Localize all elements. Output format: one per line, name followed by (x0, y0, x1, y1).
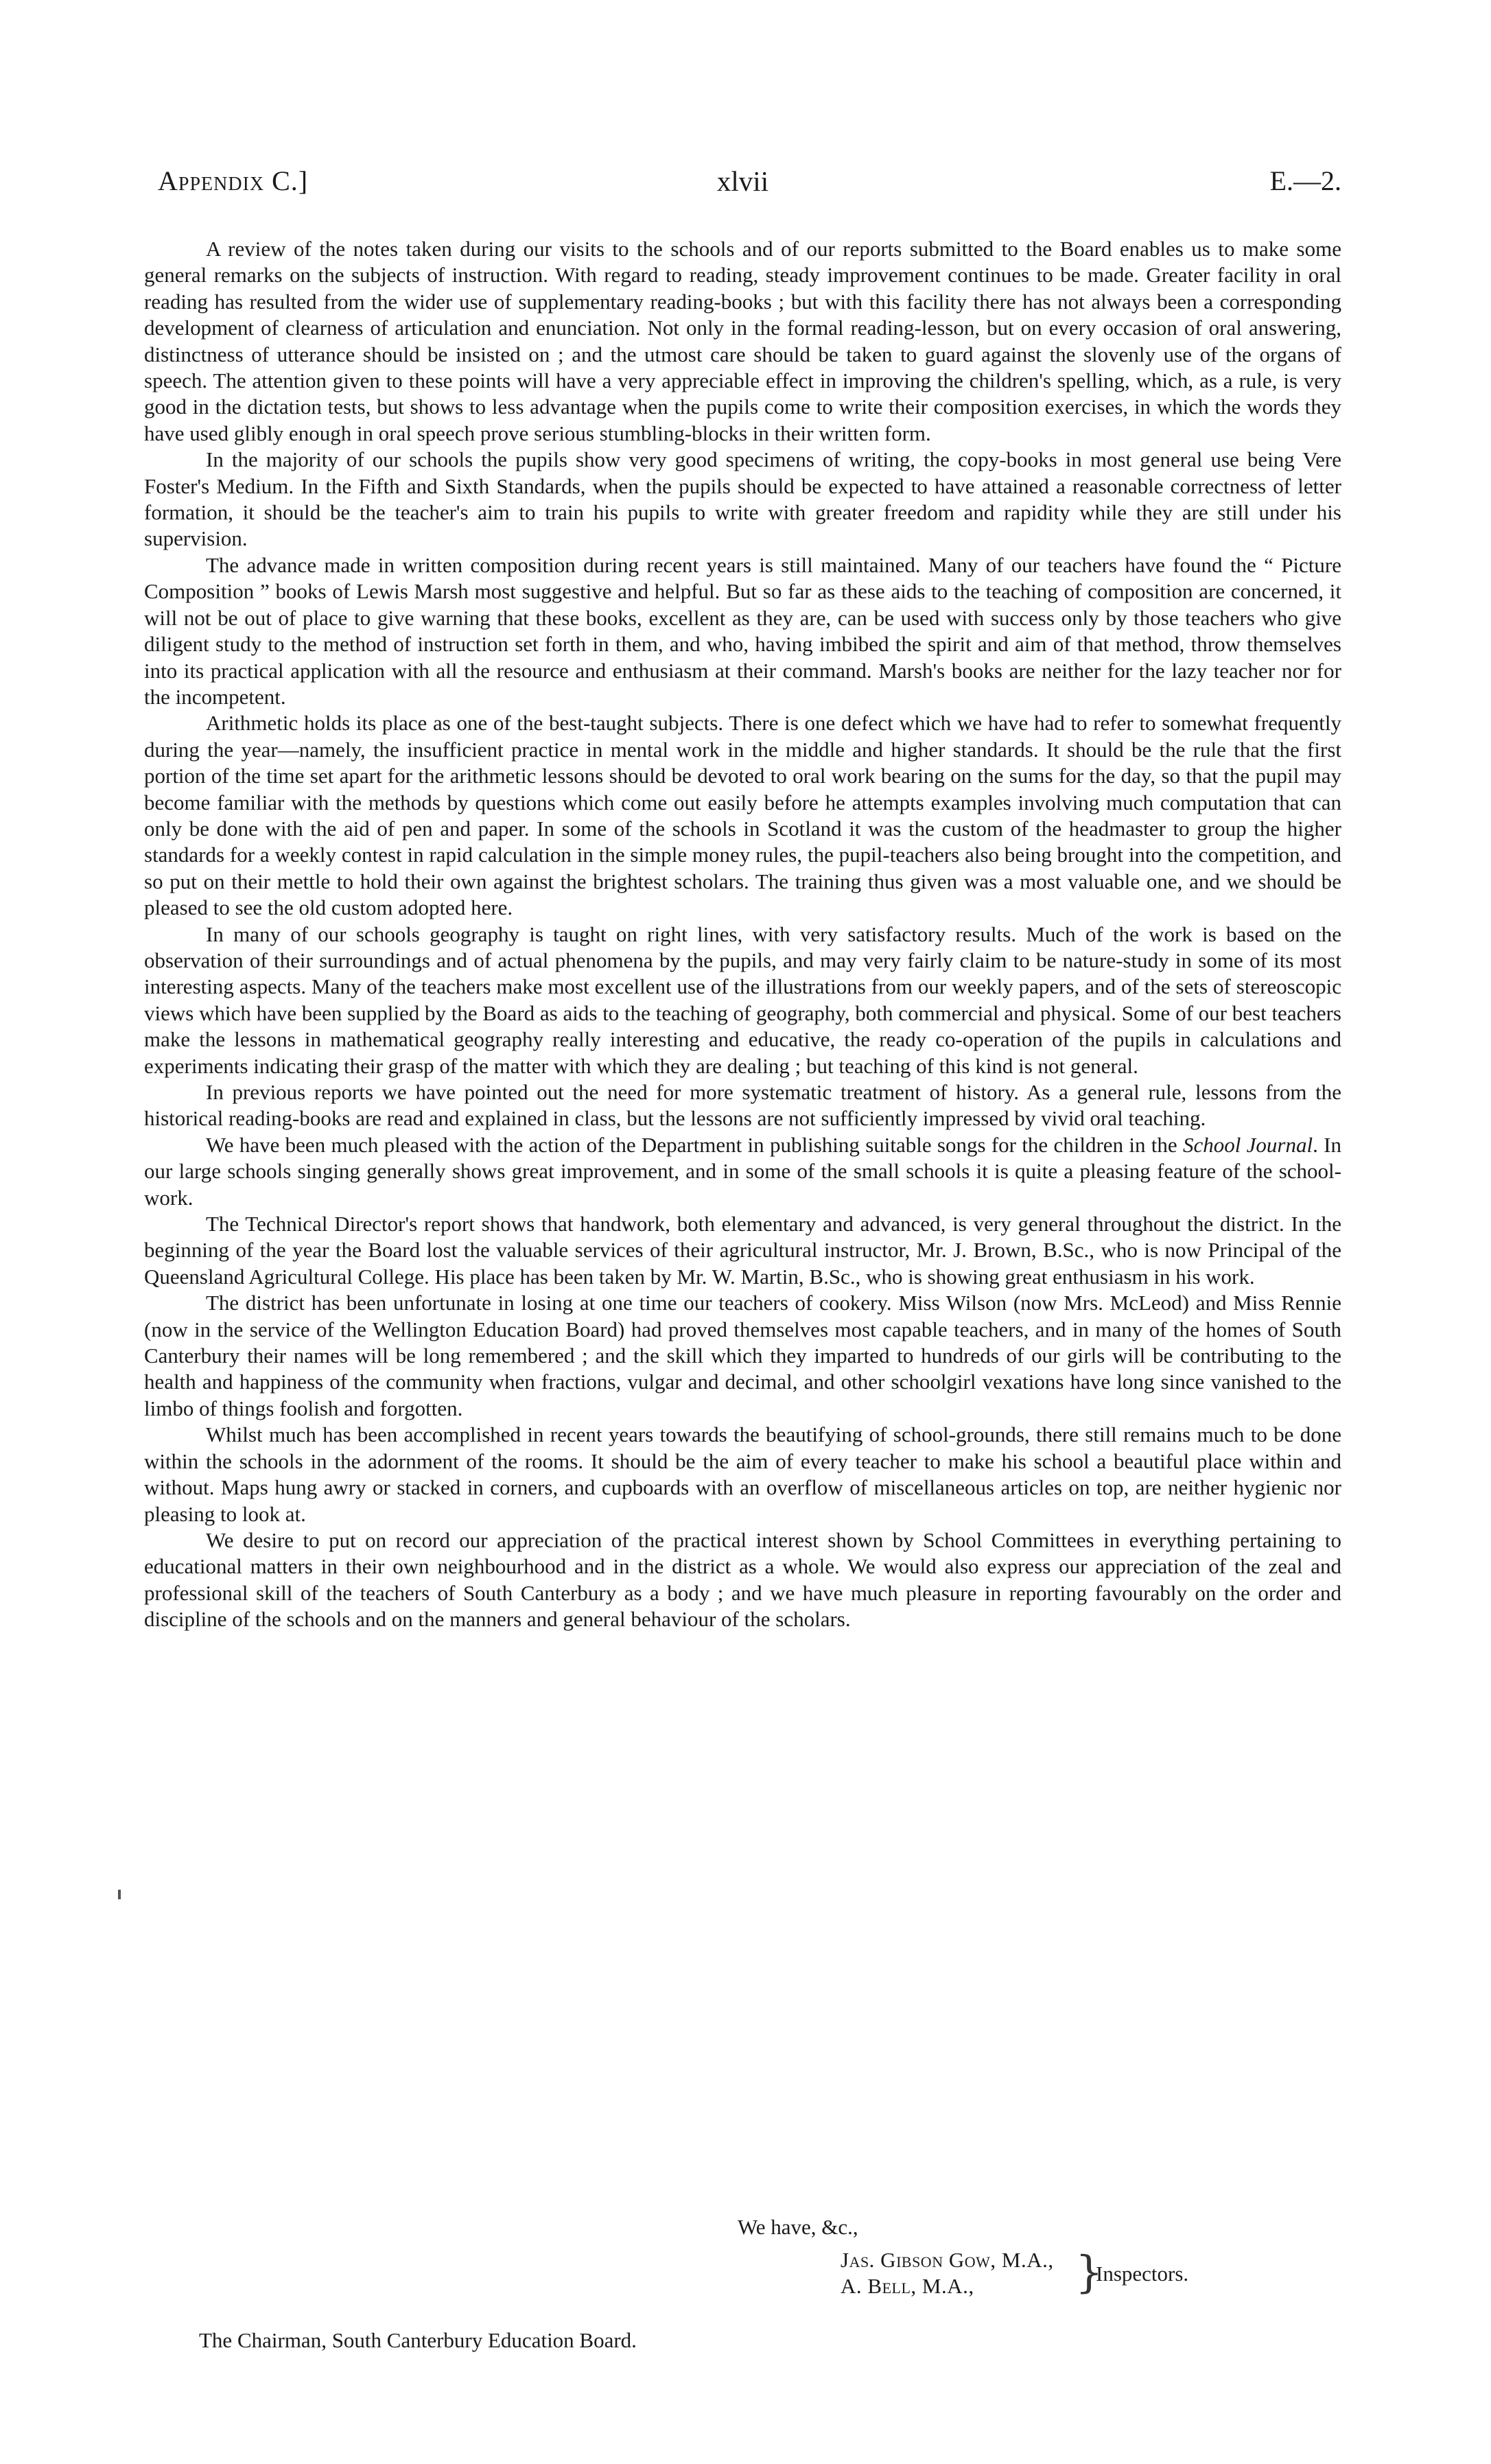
paragraph-appreciation: We desire to put on record our appreciation of the practical interest shown by School Committees in everything pertaining to educational matters in their own neighbourhood and in the district as a whole. We would also express our appreciation of the zeal and professional skill of the teachers of South Canterbury as a body ; and we have much pleasure in reporting favourably on the order and discipline of the schools and on the manners and general behaviour of the scholars. (144, 1527, 1341, 1632)
paragraph-arithmetic: Arithmetic holds its place as one of the best-taught subjects. There is one defect which we have had to refer to somewhat frequently during the year—namely, the insufficient practice in mental work in the middle and higher standards. It should be the rule that the first portion of the time set apart for the arithmetic lessons should be devoted to oral work bearing on the sums for the day, so that the pupil may become familiar with the methods by questions which come out easily before he attempts examples involving much computation that can only be done with the aid of pen and paper. In some of the schools in Scotland it was the custom of the headmaster to group the higher standards for a weekly contest in rapid calculation in the simple money rules, the pupil-teachers also being brought into the competition, and so put on their mettle to hold their own against the brightest scholars. The training thus given was a most valuable one, and we should be pleased to see the old custom adopted here. (144, 711, 1341, 920)
paragraph-cookery: The district has been unfortunate in losing at one time our teachers of cookery. Miss Wilson (now Mrs. McLeod) and Miss Rennie (now in the service of the Wellington Education Board) had proved themselves most capable teachers, and in many of the homes of South Canterbury their names will be long remembered ; and the skill which they imparted to hundreds of our girls will be contributing to the health and happiness of the community when fractions, vulgar and decimal, and other schoolgirl vexations have long since vanished to the limbo of things foolish and forgotten. (144, 1291, 1341, 1420)
paragraph-school-grounds: Whilst much has been accomplished in recent years towards the beautifying of school-grounds, there still remains much to be done within the schools in the adornment of the rooms. It should be the aim of every teacher to make his school a beautiful place within and without. Maps hung awry or stacked in corners, and cupboards with an overflow of miscellaneous articles on top, are neither hygienic nor pleasing to look at. (144, 1422, 1341, 1526)
publication-title: School Journal (1182, 1132, 1313, 1157)
document-reference: E.—2. (1269, 165, 1341, 196)
paragraph-geography: In many of our schools geography is taught on right lines, with very satisfactory results. Much of the work is based on the observation of their surroundings and of actual phenomena by the pupils, and may very fairly claim to be nature-study in some of its most interesting aspects. Many of the teachers make most excellent use of the illustrations from our weekly papers, and of the sets of stereoscopic views which have been supplied by the Board as aids to the teaching of geography, both commercial and physical. Some of our best teachers make the lessons in mathematical geography really interesting and educative, the ready co-operation of the pupils in calculations and experiments indicating their grasp of the matter with which they are dealing ; but teaching of this kind is not general. (144, 922, 1341, 1078)
margin-mark (118, 1890, 121, 1899)
addressee: The Chairman, South Canterbury Education Board. (199, 2328, 637, 2352)
page-number: xlvii (716, 165, 769, 197)
signature-block (841, 2248, 1321, 2310)
paragraph-handwork: The Technical Director's report shows that handwork, both elementary and advanced, is very general throughout the district. In the beginning of the year the Board lost the valuable services of their agricultural instructor, Mr. J. Brown, B.Sc., who is now Principal of the Queensland Agricultural College. His place has been taken by Mr. W. Martin, B.Sc., who is showing great enthusiasm in his work. (144, 1212, 1341, 1289)
report-body (144, 236, 1341, 1633)
paragraph-writing: In the majority of our schools the pupils show very good specimens of writing, the copy-books in most general use being Vere Foster's Medium. In the Fifth and Sixth Standards, when the pupils should be expected to have attained a reasonable correctness of letter formation, it should be the teacher's aim to train his pupils to write with greater freedom and rapidity while they are still under his supervision. (144, 447, 1341, 551)
signatory-role: Inspectors. (1096, 2262, 1189, 2286)
appendix-label: Appendix C.] (158, 165, 309, 196)
signatory-gow: Jas. Gibson Gow, M.A., (841, 2248, 1054, 2272)
paragraph-singing: We have been much pleased with the action of the Department in publishing suitable songs for the children in the School Journal. In our large schools singing generally shows great improvement, and in some of the small schools it is quite a pleasing feature of the school-work. (144, 1132, 1341, 1210)
running-head (144, 165, 1341, 206)
signatory-bell: A. Bell, M.A., (841, 2274, 974, 2298)
paragraph-composition: The advance made in written composition during recent years is still maintained. Many of our teachers have found the “ Picture Composition ” books of Lewis Marsh most suggestive and helpful. But so far as these aids to the teaching of composition are concerned, it will not be out of place to give warning that these books, excellent as they are, can be used with success only by those teachers who give diligent study to the method of instruction set forth in them, and who, having imbibed the spirit and aim of that method, throw themselves into its practical application with all the resource and enthusiasm at their command. Marsh's books are neither for the lazy teacher nor for the incompetent. (144, 552, 1341, 709)
paragraph-history: In previous reports we have pointed out the need for more systematic treatment of history. As a general rule, lessons from the historical reading-books are read and explained in class, but the lessons are not sufficiently impressed by vivid oral teaching. (144, 1080, 1341, 1131)
paragraph-reading: A review of the notes taken during our visits to the schools and of our reports submitted to the Board enables us to make some general remarks on the subjects of instruction. With regard to reading, steady improvement continues to be made. Greater facility in oral reading has resulted from the wider use of supplementary reading-books ; but with this facility there has not always been a corresponding development of clearness of articulation and enunciation. Not only in the formal reading-lesson, but on every occasion of oral answering, distinctness of utterance should be insisted on ; and the utmost care should be taken to guard against the slovenly use of the organs of speech. The attention given to these points will have a very appreciable effect in improving the children's spelling, which, as a rule, is very good in the dictation tests, but shows to less advantage when the pupils come to write their composition exercises, in which the words they have used glibly enough in oral speech prove serious stumbling-blocks in their written form. (144, 237, 1341, 445)
brace-glyph: } (1075, 2247, 1103, 2298)
salutation: We have, &c., (738, 2215, 858, 2239)
